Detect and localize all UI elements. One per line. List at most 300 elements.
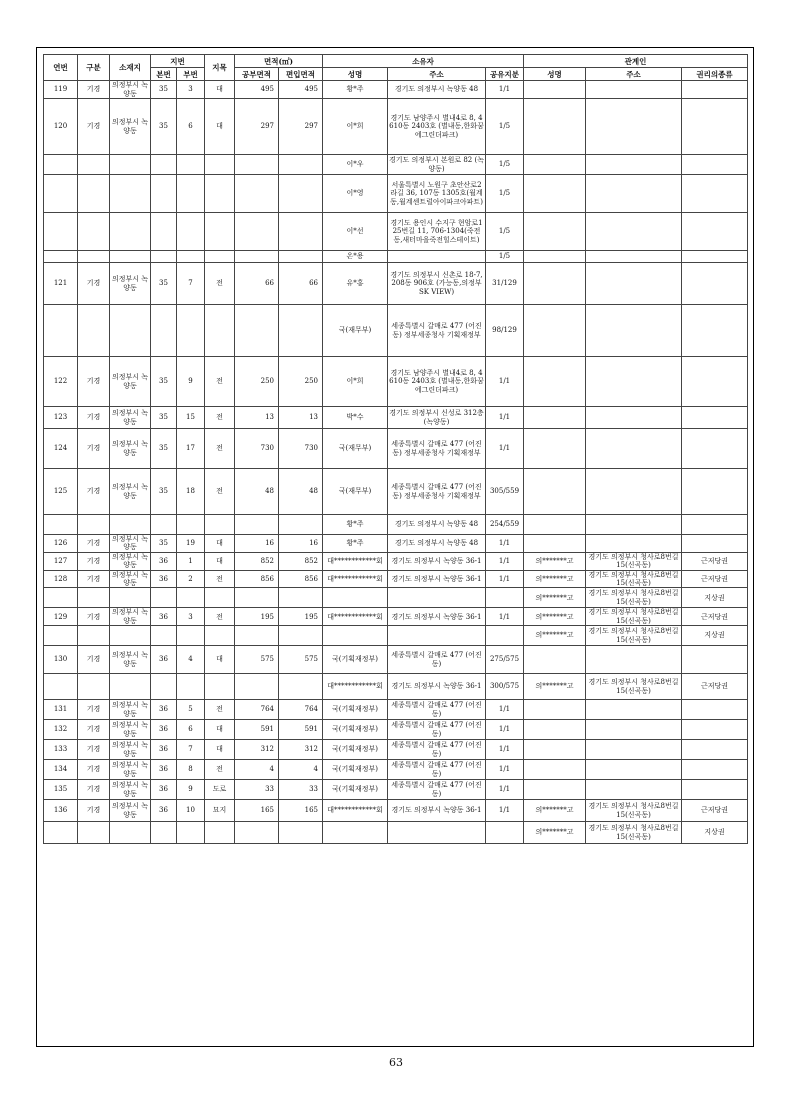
cell-type	[78, 588, 110, 608]
cell-related-name	[524, 740, 586, 760]
cell-owner-address: 경기도 의정부시 신성로 312층(녹양동)	[388, 407, 486, 429]
cell-related-address	[586, 780, 682, 800]
cell-related-name: 의*******고	[524, 822, 586, 844]
cell-owner-name: 대************회	[323, 608, 388, 626]
cell-owner-address: 경기도 의정부시 녹양동 48	[388, 535, 486, 553]
cell-location	[110, 588, 151, 608]
cell-location	[110, 251, 151, 263]
cell-share: 1/1	[486, 429, 524, 469]
cell-related-name	[524, 99, 586, 155]
cell-owner-address: 경기도 남양주시 별내4로 8, 4610동 2403호 (별내동,한화꿈에그린더파크)	[388, 357, 486, 407]
table-row	[44, 780, 748, 800]
cell-sub-lot: 6	[177, 720, 205, 740]
cell-owner-name	[323, 626, 388, 646]
cell-right-type	[682, 81, 748, 99]
cell-location: 의정부시 녹양동	[110, 780, 151, 800]
cell-land-category: 전	[205, 429, 235, 469]
cell-land-category	[205, 515, 235, 535]
cell-land-category: 도로	[205, 780, 235, 800]
cell-owner-name: 이*선	[323, 213, 388, 251]
cell-main-lot: 36	[151, 760, 177, 780]
cell-sub-lot: 4	[177, 646, 205, 674]
cell-owner-address: 세종특별시 갈매로 477 (어진동) 정부세종청사 기획재정부	[388, 429, 486, 469]
cell-location	[110, 822, 151, 844]
cell-location: 의정부시 녹양동	[110, 357, 151, 407]
cell-type: 기경	[78, 646, 110, 674]
cell-official-area: 13	[235, 407, 279, 429]
cell-type: 기경	[78, 81, 110, 99]
table-row	[44, 760, 748, 780]
cell-seq: 127	[44, 552, 78, 570]
cell-related-address	[586, 407, 682, 429]
cell-related-address	[586, 155, 682, 175]
cell-included-area: 495	[279, 81, 323, 99]
cell-location: 의정부시 녹양동	[110, 535, 151, 553]
header-related-party: 관계인	[524, 55, 748, 68]
cell-related-address	[586, 646, 682, 674]
cell-main-lot: 35	[151, 99, 177, 155]
cell-included-area	[279, 674, 323, 700]
cell-seq: 135	[44, 780, 78, 800]
table-row	[44, 800, 748, 822]
cell-official-area: 16	[235, 535, 279, 553]
table-row	[44, 155, 748, 175]
cell-owner-address: 세종특별시 갈매로 477 (어진동)	[388, 780, 486, 800]
cell-included-area	[279, 305, 323, 357]
cell-type: 기경	[78, 700, 110, 720]
cell-seq: 125	[44, 469, 78, 515]
cell-official-area: 4	[235, 760, 279, 780]
cell-right-type	[682, 155, 748, 175]
document-frame	[36, 47, 754, 1047]
cell-right-type	[682, 780, 748, 800]
cell-included-area	[279, 588, 323, 608]
cell-owner-address: 세종특별시 갈매로 477 (어진동) 정부세종청사 기획재정부	[388, 305, 486, 357]
cell-location	[110, 674, 151, 700]
cell-owner-name: 황*주	[323, 515, 388, 535]
cell-main-lot: 36	[151, 646, 177, 674]
cell-type: 기경	[78, 608, 110, 626]
cell-location: 의정부시 녹양동	[110, 740, 151, 760]
cell-land-category	[205, 305, 235, 357]
table-row	[44, 674, 748, 700]
header-area: 면적(㎡)	[235, 55, 323, 68]
cell-share	[486, 588, 524, 608]
cell-land-category: 전	[205, 407, 235, 429]
cell-main-lot: 36	[151, 740, 177, 760]
cell-land-category	[205, 251, 235, 263]
cell-owner-name: 온*용	[323, 251, 388, 263]
cell-location: 의정부시 녹양동	[110, 99, 151, 155]
cell-type	[78, 626, 110, 646]
cell-related-name	[524, 175, 586, 213]
cell-type: 기경	[78, 760, 110, 780]
cell-main-lot	[151, 822, 177, 844]
cell-share: 1/1	[486, 535, 524, 553]
cell-owner-address: 경기도 의정부시 본원로 82 (녹양동)	[389, 156, 484, 173]
cell-official-area: 195	[235, 608, 279, 626]
cell-main-lot: 36	[151, 552, 177, 570]
cell-related-name	[524, 535, 586, 553]
cell-related-address	[586, 740, 682, 760]
cell-related-name	[524, 646, 586, 674]
cell-included-area: 48	[279, 469, 323, 515]
cell-official-area	[235, 175, 279, 213]
cell-related-address	[586, 760, 682, 780]
cell-share: 1/1	[486, 700, 524, 720]
cell-sub-lot: 17	[177, 429, 205, 469]
table-row	[44, 646, 748, 674]
cell-owner-name: 대************회	[323, 570, 388, 588]
cell-share: 1/5	[486, 99, 524, 155]
table-row	[44, 720, 748, 740]
cell-seq: 123	[44, 407, 78, 429]
cell-seq	[44, 251, 78, 263]
cell-owner-name: 황*주	[323, 535, 388, 553]
cell-related-name: 의*******고	[524, 570, 586, 588]
cell-included-area: 297	[279, 99, 323, 155]
header-land-category: 지목	[205, 55, 235, 81]
cell-type	[78, 175, 110, 213]
cell-related-address: 경기도 의정부시 청사로8번길 15(신곡동)	[586, 608, 682, 626]
cell-owner-address: 세종특별시 갈매로 477 (어진동)	[388, 646, 486, 674]
header-owner: 소유자	[323, 55, 524, 68]
cell-sub-lot	[177, 588, 205, 608]
header-share: 공유지분	[486, 68, 524, 81]
cell-location: 의정부시 녹양동	[110, 570, 151, 588]
cell-location: 의정부시 녹양동	[110, 263, 151, 305]
table-row	[44, 81, 748, 99]
cell-type: 기경	[78, 469, 110, 515]
cell-right-type	[682, 700, 748, 720]
cell-seq: 122	[44, 357, 78, 407]
cell-land-category: 대	[205, 646, 235, 674]
cell-right-type	[682, 251, 748, 263]
cell-owner-name: 국(재무부)	[323, 429, 388, 469]
cell-included-area: 312	[279, 740, 323, 760]
cell-main-lot: 35	[151, 407, 177, 429]
cell-location: 의정부시 녹양동	[110, 552, 151, 570]
table-row	[44, 515, 748, 535]
cell-official-area	[235, 822, 279, 844]
cell-related-address	[586, 213, 682, 251]
table-row	[44, 305, 748, 357]
header-seq: 연번	[44, 55, 78, 81]
cell-main-lot: 36	[151, 700, 177, 720]
cell-main-lot	[151, 213, 177, 251]
cell-share: 1/5	[486, 175, 524, 213]
cell-right-type	[682, 407, 748, 429]
cell-share: 254/559	[486, 515, 524, 535]
cell-owner-address	[388, 588, 486, 608]
cell-related-address: 경기도 의정부시 청사로8번길 15(신곡동)	[586, 822, 682, 844]
cell-owner-address	[388, 626, 486, 646]
header-included-area: 편입면적	[279, 68, 323, 81]
cell-type: 기경	[78, 800, 110, 822]
cell-seq: 121	[44, 263, 78, 305]
cell-owner-address: 경기도 의정부시 녹양동 36-1	[388, 674, 486, 700]
cell-seq: 134	[44, 760, 78, 780]
cell-share: 31/129	[486, 263, 524, 305]
cell-land-category: 전	[205, 700, 235, 720]
cell-type: 기경	[78, 780, 110, 800]
cell-type	[78, 155, 110, 175]
cell-seq: 129	[44, 608, 78, 626]
cell-location	[110, 155, 151, 175]
cell-land-category	[205, 822, 235, 844]
cell-location: 의정부시 녹양동	[110, 407, 151, 429]
cell-owner-name: 대************회	[323, 800, 388, 822]
cell-main-lot: 36	[151, 570, 177, 588]
cell-land-category: 대	[205, 99, 235, 155]
cell-type	[78, 213, 110, 251]
cell-included-area: 764	[279, 700, 323, 720]
cell-location: 의정부시 녹양동	[110, 646, 151, 674]
cell-sub-lot	[177, 305, 205, 357]
cell-location	[110, 515, 151, 535]
cell-main-lot	[151, 305, 177, 357]
cell-share	[486, 626, 524, 646]
cell-seq: 128	[44, 570, 78, 588]
cell-related-name	[524, 760, 586, 780]
cell-included-area: 66	[279, 263, 323, 305]
header-location: 소재지	[110, 55, 151, 81]
cell-right-type	[682, 357, 748, 407]
cell-seq	[44, 626, 78, 646]
cell-owner-address: 세종특별시 갈매로 477 (어진동)	[388, 720, 486, 740]
cell-main-lot: 36	[151, 720, 177, 740]
cell-type: 기경	[78, 535, 110, 553]
cell-land-category: 전	[205, 357, 235, 407]
cell-sub-lot: 10	[177, 800, 205, 822]
cell-sub-lot: 8	[177, 760, 205, 780]
cell-main-lot: 36	[151, 780, 177, 800]
cell-location: 의정부시 녹양동	[110, 608, 151, 626]
cell-related-address	[586, 81, 682, 99]
cell-type: 기경	[78, 720, 110, 740]
cell-location: 의정부시 녹양동	[110, 429, 151, 469]
cell-share: 1/1	[486, 81, 524, 99]
cell-owner-name: 국(기획재정부)	[323, 740, 388, 760]
cell-type: 기경	[78, 357, 110, 407]
cell-right-type	[682, 760, 748, 780]
cell-main-lot	[151, 155, 177, 175]
cell-sub-lot: 19	[177, 535, 205, 553]
cell-main-lot: 36	[151, 800, 177, 822]
cell-included-area	[279, 822, 323, 844]
cell-included-area: 591	[279, 720, 323, 740]
cell-related-address	[586, 429, 682, 469]
header-related-address: 주소	[586, 68, 682, 81]
cell-main-lot: 36	[151, 608, 177, 626]
header-lot: 지번	[151, 55, 205, 68]
cell-share: 98/129	[486, 305, 524, 357]
cell-seq: 136	[44, 800, 78, 822]
cell-related-name	[524, 720, 586, 740]
cell-owner-address	[388, 822, 486, 844]
cell-seq: 124	[44, 429, 78, 469]
cell-owner-name: 국(기획재정부)	[323, 646, 388, 674]
cell-included-area: 852	[279, 552, 323, 570]
table-row	[44, 407, 748, 429]
cell-type	[78, 515, 110, 535]
cell-owner-address	[388, 251, 486, 263]
cell-related-name	[524, 263, 586, 305]
cell-included-area	[279, 155, 323, 175]
cell-related-name	[524, 155, 586, 175]
cell-share: 1/1	[486, 608, 524, 626]
cell-main-lot	[151, 515, 177, 535]
cell-right-type: 지상권	[682, 588, 748, 608]
cell-included-area	[279, 213, 323, 251]
cell-sub-lot	[177, 213, 205, 251]
cell-owner-address: 경기도 용인시 수지구 현암로125번길 11, 706-1304(죽전동,새터마을죽전힐스테이트)	[388, 213, 486, 251]
cell-sub-lot: 6	[177, 99, 205, 155]
cell-type: 기경	[78, 552, 110, 570]
table-row	[44, 251, 748, 263]
cell-land-category	[205, 588, 235, 608]
cell-included-area: 195	[279, 608, 323, 626]
cell-location: 의정부시 녹양동	[110, 720, 151, 740]
cell-sub-lot: 7	[177, 263, 205, 305]
cell-official-area: 764	[235, 700, 279, 720]
cell-related-name	[524, 700, 586, 720]
cell-seq	[44, 155, 78, 175]
cell-official-area: 856	[235, 570, 279, 588]
cell-seq	[44, 305, 78, 357]
cell-owner-address: 서울특별시 노원구 초안산로2라길 36, 107동 1305호(월계동,월계센트럴아이파크아파트)	[388, 175, 486, 213]
cell-sub-lot	[177, 515, 205, 535]
cell-sub-lot	[177, 626, 205, 646]
cell-main-lot	[151, 626, 177, 646]
cell-owner-address: 세종특별시 갈매로 477 (어진동)	[388, 700, 486, 720]
cell-owner-name: 국(재무부)	[323, 469, 388, 515]
cell-official-area: 48	[235, 469, 279, 515]
header-right-type: 권리의종류	[682, 68, 748, 81]
cell-share: 1/1	[486, 552, 524, 570]
cell-seq	[44, 822, 78, 844]
cell-location: 의정부시 녹양동	[110, 81, 151, 99]
cell-related-name: 의*******고	[524, 588, 586, 608]
cell-share: 1/1	[486, 760, 524, 780]
table-row	[44, 608, 748, 626]
cell-right-type	[682, 263, 748, 305]
cell-sub-lot: 1	[177, 552, 205, 570]
cell-seq	[44, 588, 78, 608]
cell-official-area: 66	[235, 263, 279, 305]
cell-sub-lot: 2	[177, 570, 205, 588]
cell-right-type	[682, 720, 748, 740]
header-sub-lot: 부번	[177, 68, 205, 81]
cell-land-category: 전	[205, 469, 235, 515]
cell-related-name: 의*******고	[524, 552, 586, 570]
cell-seq: 119	[44, 81, 78, 99]
cell-official-area: 591	[235, 720, 279, 740]
cell-included-area: 4	[279, 760, 323, 780]
cell-share: 305/559	[486, 469, 524, 515]
cell-owner-address: 경기도 남양주시 별내4로 8, 4610동 2403호 (별내동,한화꿈에그린더파크)	[388, 99, 486, 155]
cell-owner-name: 이*우	[323, 155, 388, 175]
cell-land-category	[205, 626, 235, 646]
cell-type	[78, 305, 110, 357]
cell-sub-lot	[177, 155, 205, 175]
cell-right-type: 근저당권	[682, 570, 748, 588]
cell-official-area: 730	[235, 429, 279, 469]
cell-sub-lot: 18	[177, 469, 205, 515]
cell-owner-name: 이*영	[323, 175, 388, 213]
header-official-area: 공부면적	[235, 68, 279, 81]
table-row	[44, 740, 748, 760]
cell-related-name	[524, 469, 586, 515]
cell-land-category	[205, 175, 235, 213]
cell-included-area	[279, 175, 323, 213]
cell-land-category	[205, 155, 235, 175]
cell-main-lot	[151, 251, 177, 263]
cell-location	[110, 626, 151, 646]
cell-seq: 132	[44, 720, 78, 740]
cell-included-area: 13	[279, 407, 323, 429]
cell-main-lot	[151, 588, 177, 608]
cell-related-name: 의*******고	[524, 626, 586, 646]
cell-included-area: 575	[279, 646, 323, 674]
cell-related-name	[524, 429, 586, 469]
cell-land-category: 대	[205, 81, 235, 99]
cell-seq: 131	[44, 700, 78, 720]
cell-type	[78, 674, 110, 700]
cell-related-name	[524, 515, 586, 535]
cell-share: 1/1	[486, 740, 524, 760]
header-related-name: 성명	[524, 68, 586, 81]
cell-share: 1/1	[486, 357, 524, 407]
cell-type	[78, 822, 110, 844]
cell-official-area: 165	[235, 800, 279, 822]
table-row	[44, 626, 748, 646]
cell-owner-address: 경기도 의정부시 녹양동 36-1	[388, 800, 486, 822]
cell-seq: 126	[44, 535, 78, 553]
cell-related-address	[586, 720, 682, 740]
cell-sub-lot: 3	[177, 81, 205, 99]
table-row	[44, 263, 748, 305]
cell-land-category: 전	[205, 760, 235, 780]
cell-official-area: 495	[235, 81, 279, 99]
cell-seq: 120	[44, 99, 78, 155]
cell-related-name	[524, 251, 586, 263]
cell-official-area	[235, 155, 279, 175]
cell-land-category: 대	[205, 552, 235, 570]
cell-owner-address: 경기도 의정부시 녹양동 36-1	[388, 552, 486, 570]
cell-right-type	[682, 175, 748, 213]
header-owner-address: 주소	[388, 68, 486, 81]
cell-location	[110, 305, 151, 357]
cell-share	[486, 822, 524, 844]
cell-official-area: 852	[235, 552, 279, 570]
cell-share: 1/1	[486, 407, 524, 429]
cell-owner-address: 경기도 의정부시 녹양동 36-1	[388, 608, 486, 626]
cell-related-address	[586, 99, 682, 155]
cell-related-address	[586, 175, 682, 213]
header-type: 구분	[78, 55, 110, 81]
cell-seq: 130	[44, 646, 78, 674]
cell-sub-lot: 7	[177, 740, 205, 760]
cell-related-name	[524, 81, 586, 99]
cell-land-category: 전	[205, 263, 235, 305]
cell-right-type	[682, 429, 748, 469]
cell-included-area: 33	[279, 780, 323, 800]
cell-location: 의정부시 녹양동	[110, 700, 151, 720]
cell-official-area	[235, 588, 279, 608]
table-row	[44, 469, 748, 515]
cell-location: 의정부시 녹양동	[110, 469, 151, 515]
